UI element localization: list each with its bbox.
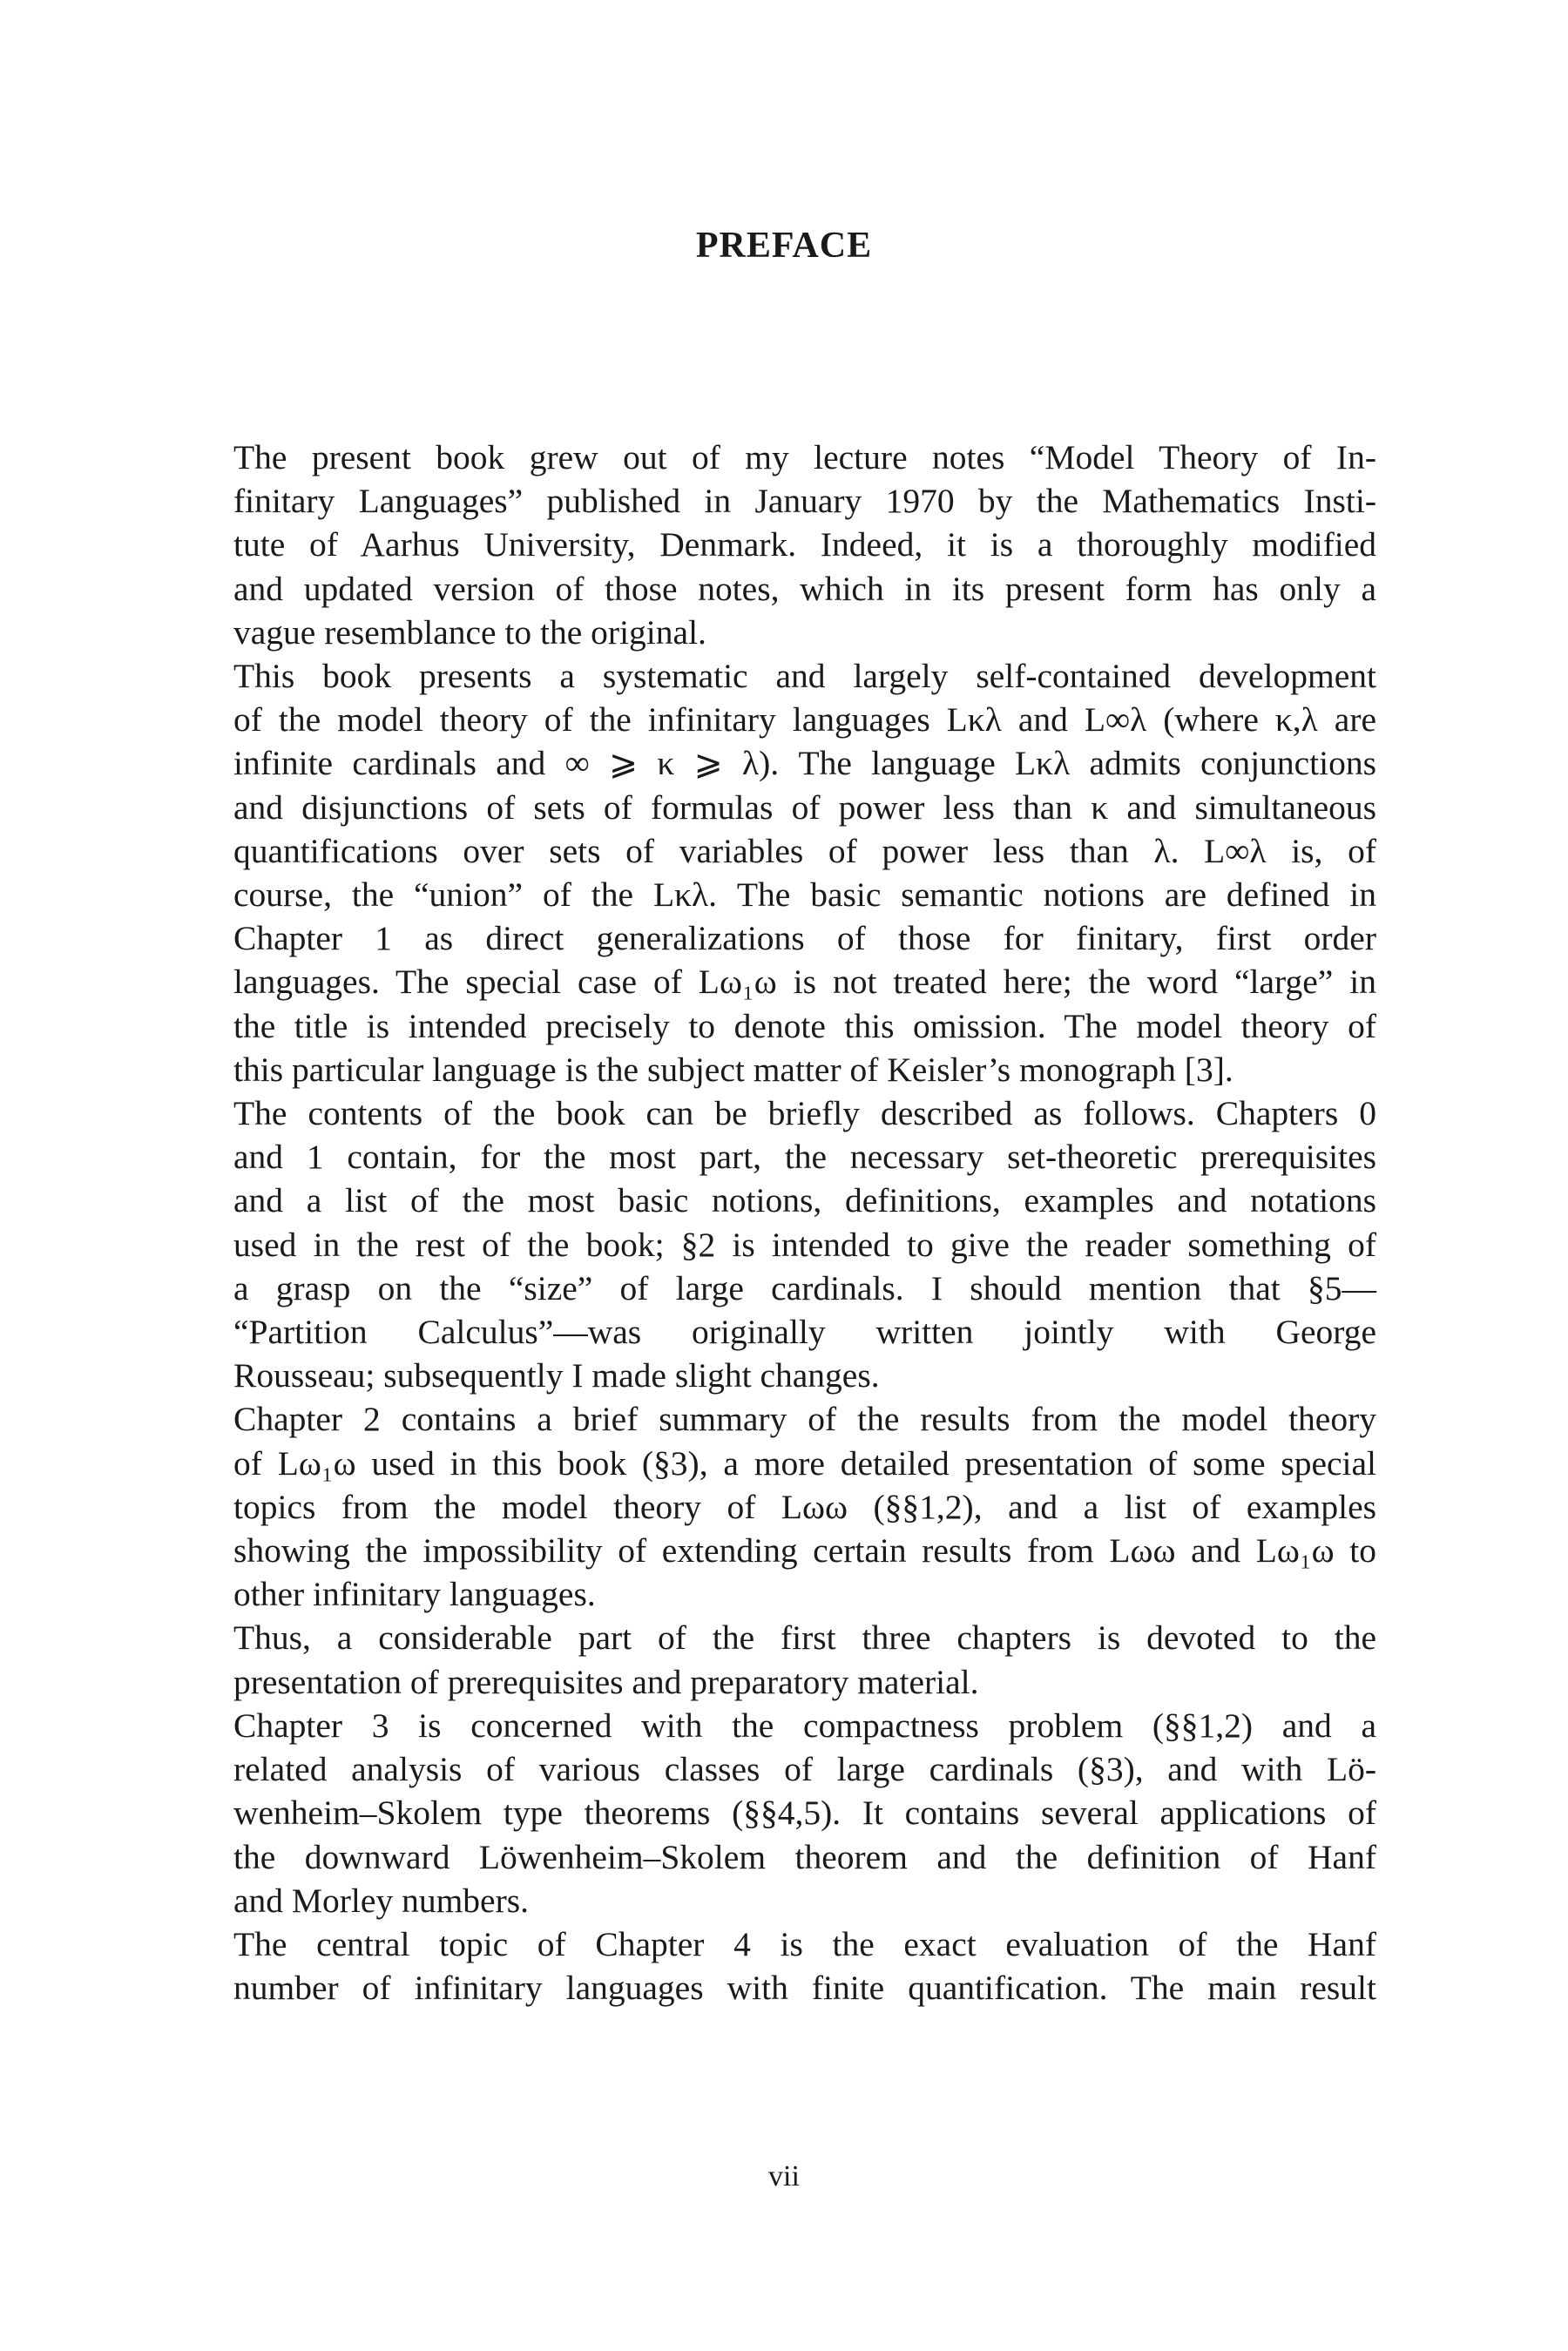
paragraph-7 bbox=[233, 1922, 1376, 2010]
text-line: finitary Languages” published in January 1970 by the Mathematics Insti- bbox=[233, 482, 1376, 521]
text-line: number of infinitary languages with finite quantification. The main result bbox=[233, 1969, 1376, 2008]
paragraph-4 bbox=[233, 1397, 1376, 1616]
text-line: the title is intended precisely to denote this omission. The model theory of bbox=[233, 1006, 1376, 1045]
text-line: Rousseau; subsequently I made slight changes. bbox=[233, 1356, 880, 1395]
text-line: Chapter 2 contains a brief summary of the results from the model theory bbox=[233, 1400, 1376, 1439]
text-line: “Partition Calculus”—was originally written jointly with George bbox=[233, 1313, 1376, 1352]
text-line: course, the “union” of the Lκλ. The basic semantic notions are defined in bbox=[233, 875, 1376, 915]
text-line: The present book grew out of my lecture notes “Model Theory of In- bbox=[233, 438, 1376, 476]
paragraph-2 bbox=[233, 654, 1376, 1091]
paragraph-5 bbox=[233, 1616, 1376, 1703]
text-line: and Morley numbers. bbox=[233, 1881, 529, 1920]
paragraph-1 bbox=[233, 436, 1376, 654]
page-number: vii bbox=[768, 2160, 800, 2192]
text-line: other infinitary languages. bbox=[233, 1575, 596, 1614]
text-line: wenheim–Skolem type theorems (§§4,5). It contains several applications of bbox=[233, 1794, 1376, 1833]
text-line: The central topic of Chapter 4 is the exact evaluation of the Hanf bbox=[233, 1924, 1376, 1963]
text-line: a grasp on the “size” of large cardinals. I should mention that §5— bbox=[233, 1268, 1376, 1307]
text-line: Chapter 1 as direct generalizations of those for finitary, first order bbox=[233, 919, 1376, 958]
preface-body bbox=[233, 436, 1376, 2010]
text-line: tute of Aarhus University, Denmark. Indeed, it is a thoroughly modified bbox=[233, 525, 1376, 564]
text-line: the downward Löwenheim–Skolem theorem and the definition of Hanf bbox=[233, 1837, 1376, 1876]
text-line: and disjunctions of sets of formulas of power less than κ and simultaneous bbox=[233, 787, 1376, 827]
text-line: Thus, a considerable part of the first three chapters is devoted to the bbox=[233, 1618, 1376, 1658]
text-line: This book presents a systematic and largely self-contained development bbox=[233, 657, 1376, 696]
text-line: and 1 contain, for the most part, the necessary set-theoretic prerequisites bbox=[233, 1138, 1376, 1177]
text-line: this particular language is the subject matter of Keisler’s monograph [3]. bbox=[233, 1050, 1233, 1089]
text-line: related analysis of various classes of large cardinals (§3), and with Lö- bbox=[233, 1750, 1376, 1789]
text-line: topics from the model theory of Lωω (§§1,2), and a list of examples bbox=[233, 1487, 1376, 1526]
text-line: presentation of prerequisites and preparatory material. bbox=[233, 1662, 979, 1701]
text-line: of the model theory of the infinitary languages Lκλ and L∞λ (where κ,λ are bbox=[233, 700, 1376, 740]
text-line: quantifications over sets of variables of power less than λ. L∞λ is, of bbox=[233, 831, 1376, 870]
text-line: The contents of the book can be briefly described as follows. Chapters 0 bbox=[233, 1094, 1376, 1133]
text-line: languages. The special case of Lω₁ω is not treated here; the word “large” in bbox=[233, 963, 1376, 1002]
text-line: used in the rest of the book; §2 is intended to give the reader something of bbox=[233, 1225, 1376, 1264]
text-line: vague resemblance to the original. bbox=[233, 612, 706, 652]
text-line: and a list of the most basic notions, definitions, examples and notations bbox=[233, 1181, 1376, 1220]
text-line: Chapter 3 is concerned with the compactness problem (§§1,2) and a bbox=[233, 1706, 1376, 1745]
paragraph-3 bbox=[233, 1091, 1376, 1397]
text-line: infinite cardinals and ∞ ⩾ κ ⩾ λ). The language Lκλ admits conjunctions bbox=[233, 744, 1376, 783]
text-line: and updated version of those notes, which in its present form has only a bbox=[233, 569, 1376, 608]
page-title: PREFACE bbox=[695, 226, 873, 266]
text-line: showing the impossibility of extending certain results from Lωω and Lω₁ω to bbox=[233, 1531, 1376, 1571]
text-line: of Lω₁ω used in this book (§3), a more detailed presentation of some special bbox=[233, 1443, 1376, 1483]
paragraph-6 bbox=[233, 1704, 1376, 1922]
